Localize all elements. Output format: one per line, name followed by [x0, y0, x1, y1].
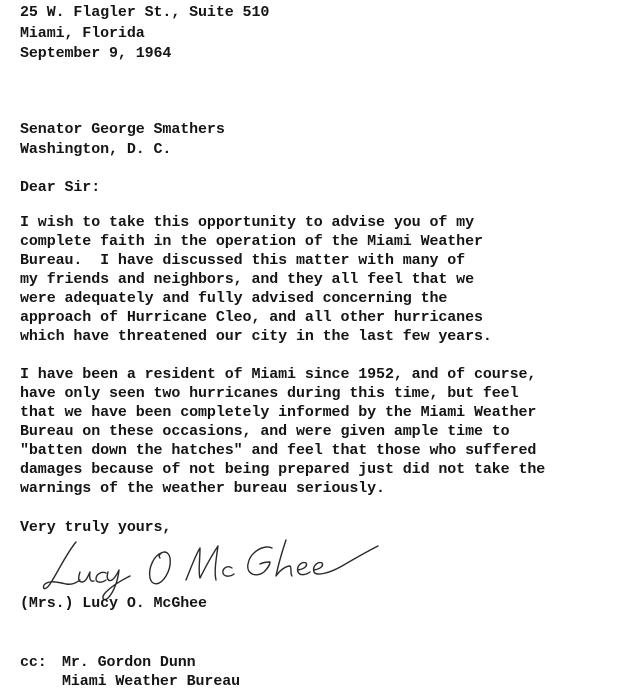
- typed-signature-name: (Mrs.) Lucy O. McGhee: [20, 595, 207, 612]
- paragraph-line: approach of Hurricane Cleo, and all other hurricanes: [20, 309, 483, 326]
- paragraph-line: were adequately and fully advised concerning the: [20, 290, 448, 307]
- handwritten-signature: [36, 532, 386, 602]
- body-paragraph-2: [20, 365, 545, 498]
- sender-address-line1: 25 W. Flagler St., Suite 510: [20, 4, 270, 21]
- paragraph-line: have only seen two hurricanes during this time, but feel: [20, 385, 519, 402]
- salutation: Dear Sir:: [20, 179, 101, 196]
- paragraph-line: I have been a resident of Miami since 1952, and of course,: [20, 366, 537, 383]
- paragraph-line: "batten down the hatches" and feel that those who suffered: [20, 442, 537, 459]
- paragraph-line: Bureau. I have discussed this matter with many of: [20, 252, 466, 269]
- paragraph-line: that we have been completely informed by the Miami Weather: [20, 404, 537, 421]
- paragraph-line: complete faith in the operation of the Miami Weather: [20, 233, 483, 250]
- paragraph-line: which have threatened our city in the last few years.: [20, 328, 492, 345]
- paragraph-line: I wish to take this opportunity to advise you of my: [20, 214, 474, 231]
- closing: Very truly yours,: [20, 519, 172, 536]
- paragraph-line: warnings of the weather bureau seriously.: [20, 480, 385, 497]
- recipient-name: Senator George Smathers: [20, 121, 225, 138]
- cc-label: cc:: [20, 654, 47, 671]
- letter-date: September 9, 1964: [20, 45, 172, 62]
- cc-organization: Miami Weather Bureau: [62, 673, 241, 690]
- paragraph-line: Bureau on these occasions, and were given ample time to: [20, 423, 510, 440]
- cc-name: Mr. Gordon Dunn: [62, 654, 196, 671]
- paragraph-line: my friends and neighbors, and they all feel that we: [20, 271, 474, 288]
- body-paragraph-1: [20, 213, 492, 346]
- paragraph-line: damages because of not being prepared just did not take the: [20, 461, 546, 478]
- recipient-location: Washington, D. C.: [20, 141, 172, 158]
- sender-address-line2: Miami, Florida: [20, 25, 145, 42]
